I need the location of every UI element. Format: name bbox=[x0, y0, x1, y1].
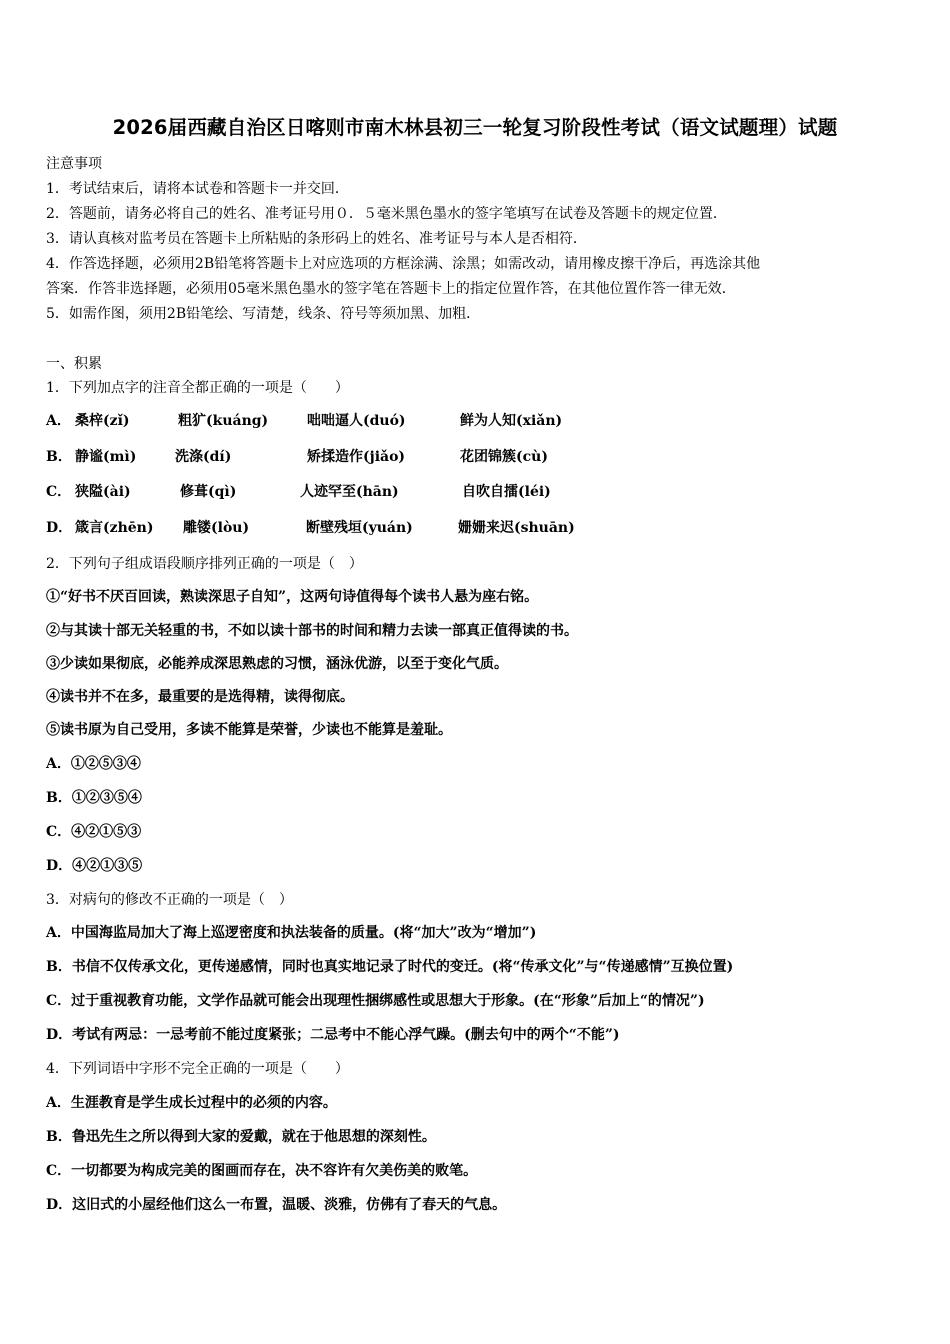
q1-option-b-word: 洗涤(dí) bbox=[175, 449, 232, 465]
q2-option: D．④②①③⑤ bbox=[46, 858, 143, 874]
q4-option: C．一切都要为构成完美的图画而存在，决不容许有欠美伤美的败笔。 bbox=[46, 1163, 478, 1179]
q2-option: B．①②③⑤④ bbox=[46, 790, 142, 806]
q1-option-c-word: 自吹自擂(léi) bbox=[462, 484, 551, 500]
q1-option-c-word: 人迹罕至(hān) bbox=[300, 484, 399, 500]
q1-option-d-label: D． bbox=[46, 520, 73, 536]
question-3-stem: 3．对病句的修改不正确的一项是（ ） bbox=[46, 892, 293, 908]
notice-item: 4．作答选择题，必须用2B铅笔将答题卡上对应选项的方框涂满、涂黑；如需改动，请用橡皮擦干净后，再选涂其他 bbox=[46, 256, 761, 272]
page-title: 2026届西藏自治区日喀则市南木林县初三一轮复习阶段性考试（语文试题理）试题 bbox=[112, 116, 838, 139]
q1-option-a-word: 粗犷(kuáng) bbox=[178, 413, 269, 429]
q2-sentence: ③少读如果彻底，必能养成深思熟虑的习惯，涵泳优游，以至于变化气质。 bbox=[46, 656, 508, 672]
q1-option-d-word: 箴言(zhēn) bbox=[75, 520, 154, 536]
q2-option: C．④②①⑤③ bbox=[46, 824, 142, 840]
q1-option-a-label: A． bbox=[46, 413, 71, 429]
q1-option-b-word: 花团锦簇(cù) bbox=[460, 449, 548, 465]
q1-option-a-word: 咄咄逼人(duó) bbox=[307, 413, 406, 429]
q1-option-c-word: 狭隘(ài) bbox=[75, 484, 131, 500]
q4-option: B．鲁迅先生之所以得到大家的爱戴，就在于他思想的深刻性。 bbox=[46, 1129, 436, 1145]
notice-item: 5．如需作图，须用2B铅笔绘、写清楚，线条、符号等须加黑、加粗． bbox=[46, 306, 481, 322]
q1-option-d-word: 雕镂(lòu) bbox=[183, 520, 250, 536]
q2-sentence: ②与其读十部无关轻重的书，不如以读十部书的时间和精力去读一部真正值得读的书。 bbox=[46, 623, 578, 639]
q3-option: C．过于重视教育功能，文学作品就可能会出现理性捆绑感性或思想大于形象。(在“形象”后加上“的情况”) bbox=[46, 993, 705, 1009]
q1-option-a-word: 鲜为人知(xiǎn) bbox=[460, 413, 563, 429]
q3-option: A．中国海监局加大了海上巡逻密度和执法装备的质量。(将“加大”改为“增加”) bbox=[46, 925, 537, 941]
notice-heading: 注意事项 bbox=[46, 156, 102, 172]
notice-item: 答案．作答非选择题，必须用05毫米黑色墨水的签字笔在答题卡上的指定位置作答，在其他位置作答一律无效． bbox=[46, 281, 736, 297]
q1-option-b-word: 矫揉造作(jiǎo) bbox=[307, 449, 406, 465]
q1-option-d-word: 断壁残垣(yuán) bbox=[306, 520, 413, 536]
q2-sentence: ①“好书不厌百回读，熟读深思子自知”，这两句诗值得每个读书人悬为座右铭。 bbox=[46, 589, 539, 605]
q3-option: D．考试有两忌：一忌考前不能过度紧张；二忌考中不能心浮气躁。(删去句中的两个“不能”) bbox=[46, 1027, 620, 1043]
question-2-stem: 2．下列句子组成语段顺序排列正确的一项是（ ） bbox=[46, 556, 363, 572]
q4-option: A．生涯教育是学生成长过程中的必须的内容。 bbox=[46, 1095, 337, 1111]
question-1-stem: 1．下列加点字的注音全都正确的一项是（ ） bbox=[46, 380, 349, 396]
question-4-stem: 4．下列词语中字形不完全正确的一项是（ ） bbox=[46, 1061, 349, 1077]
q1-option-a-word: 桑梓(zǐ) bbox=[75, 413, 130, 429]
q2-sentence: ④读书并不在多，最重要的是选得精，读得彻底。 bbox=[46, 689, 354, 705]
q3-option: B．书信不仅传承文化，更传递感情，同时也真实地记录了时代的变迁。(将“传承文化”与“传递感情”互换位置) bbox=[46, 959, 734, 975]
q4-option: D．这旧式的小屋经他们这么一布置，温暖、淡雅，仿佛有了春天的气息。 bbox=[46, 1197, 507, 1213]
notice-item: 1．考试结束后，请将本试卷和答题卡一并交回． bbox=[46, 181, 349, 197]
q2-sentence: ⑤读书原为自己受用，多读不能算是荣誉，少读也不能算是羞耻。 bbox=[46, 722, 452, 738]
q1-option-c-label: C． bbox=[46, 484, 72, 500]
q2-option: A．①②⑤③④ bbox=[46, 756, 141, 772]
q1-option-b-label: B． bbox=[46, 449, 72, 465]
q1-option-b-word: 静谧(mì) bbox=[75, 449, 137, 465]
notice-item: 2．答题前，请务必将自己的姓名、准考证号用０．５毫米黑色墨水的签字笔填写在试卷及答题卡的规定位置． bbox=[46, 206, 727, 222]
notice-item: 3．请认真核对监考员在答题卡上所粘贴的条形码上的姓名、准考证号与本人是否相符． bbox=[46, 231, 587, 247]
q1-option-c-word: 修葺(qì) bbox=[180, 484, 237, 500]
section-heading: 一、积累 bbox=[46, 356, 102, 372]
q1-option-d-word: 姗姗来迟(shuān) bbox=[458, 520, 575, 536]
